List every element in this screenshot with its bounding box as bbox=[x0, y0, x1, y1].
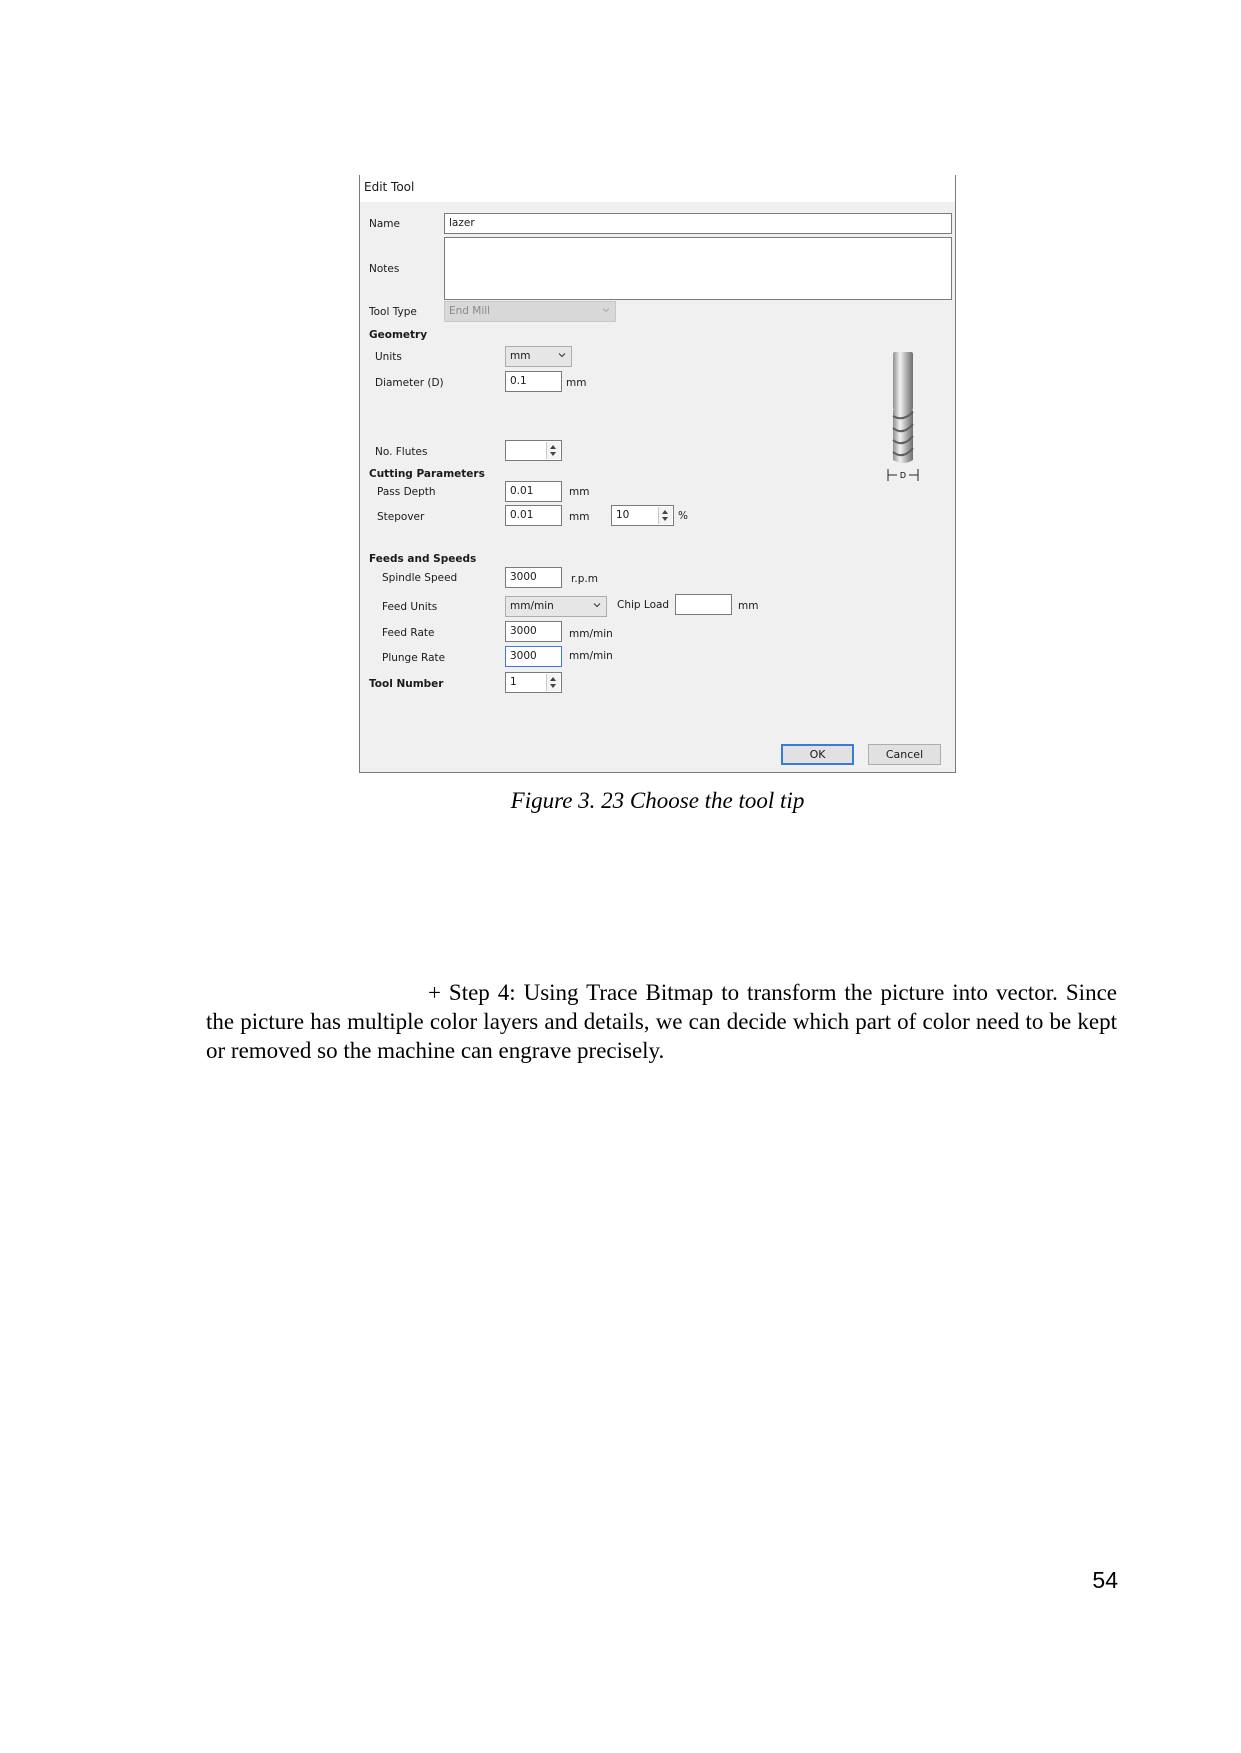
feed-units-label: Feed Units bbox=[382, 601, 438, 613]
dialog-title: Edit Tool bbox=[364, 180, 415, 194]
feed-units-value: mm/min bbox=[510, 600, 554, 612]
chevron-down-icon bbox=[557, 350, 567, 360]
stepover-unit: mm bbox=[569, 511, 590, 523]
step-paragraph bbox=[206, 978, 1117, 1065]
flutes-label: No. Flutes bbox=[375, 446, 428, 458]
stepover-percent-spinbox[interactable] bbox=[611, 505, 674, 526]
edit-tool-dialog bbox=[359, 175, 956, 773]
paragraph-rest: Since the picture has multiple color layers and details, we can decide which part of color need to be kept or removed so the machine can engrave precisely. bbox=[206, 980, 1117, 1063]
stepover-percent-unit: % bbox=[678, 510, 688, 522]
end-mill-diagram bbox=[885, 350, 921, 482]
cancel-button[interactable]: Cancel bbox=[868, 744, 941, 765]
name-label: Name bbox=[369, 218, 400, 230]
tool-number-value: 1 bbox=[510, 676, 517, 688]
chevron-down-icon bbox=[601, 305, 611, 315]
spin-arrows-icon[interactable] bbox=[546, 674, 560, 691]
plunge-rate-input[interactable]: 3000 bbox=[505, 646, 562, 667]
notes-label: Notes bbox=[369, 263, 400, 275]
stepover-label: Stepover bbox=[377, 511, 425, 523]
units-select[interactable] bbox=[505, 346, 572, 367]
tool-type-label: Tool Type bbox=[369, 306, 417, 318]
plunge-rate-unit: mm/min bbox=[569, 650, 613, 662]
feed-rate-unit: mm/min bbox=[569, 628, 613, 640]
diameter-input[interactable]: 0.1 bbox=[505, 371, 562, 392]
tool-number-label: Tool Number bbox=[369, 678, 444, 690]
feed-rate-input[interactable]: 3000 bbox=[505, 621, 562, 642]
units-label: Units bbox=[375, 351, 402, 363]
spin-arrows-icon[interactable] bbox=[658, 507, 672, 524]
flutes-spinbox[interactable] bbox=[505, 440, 562, 461]
page-number: 54 bbox=[1092, 1567, 1118, 1593]
pass-depth-unit: mm bbox=[569, 486, 590, 498]
ok-button[interactable]: OK bbox=[781, 744, 854, 765]
diagram-d-label: D bbox=[899, 471, 907, 480]
dialog-titlebar bbox=[360, 175, 955, 202]
tool-number-spinbox[interactable] bbox=[505, 672, 562, 693]
stepover-percent-value: 10 bbox=[616, 509, 630, 521]
tool-type-select bbox=[444, 301, 616, 322]
stepover-input[interactable]: 0.01 bbox=[505, 505, 562, 526]
spindle-speed-input[interactable]: 3000 bbox=[505, 567, 562, 588]
paragraph-line1: + Step 4: Using Trace Bitmap to transform the picture into vector. bbox=[428, 980, 1058, 1005]
pass-depth-label: Pass Depth bbox=[377, 486, 436, 498]
feed-units-select[interactable] bbox=[505, 596, 607, 617]
geometry-heading: Geometry bbox=[369, 329, 428, 341]
diameter-unit: mm bbox=[566, 377, 587, 389]
feed-rate-label: Feed Rate bbox=[382, 627, 435, 639]
chip-load-unit: mm bbox=[738, 600, 759, 612]
notes-textarea[interactable] bbox=[444, 237, 952, 300]
diameter-label: Diameter (D) bbox=[375, 377, 444, 389]
cutting-parameters-heading: Cutting Parameters bbox=[369, 468, 485, 480]
name-input[interactable]: lazer bbox=[444, 213, 952, 234]
tool-type-value: End Mill bbox=[449, 305, 491, 317]
spindle-speed-label: Spindle Speed bbox=[382, 572, 458, 584]
spin-arrows-icon[interactable] bbox=[546, 442, 560, 459]
chevron-down-icon bbox=[592, 600, 602, 610]
chip-load-input[interactable] bbox=[675, 594, 732, 615]
pass-depth-input[interactable]: 0.01 bbox=[505, 481, 562, 502]
chip-load-label: Chip Load bbox=[617, 599, 670, 611]
figure-caption: Figure 3. 23 Choose the tool tip bbox=[510, 788, 805, 813]
units-value: mm bbox=[510, 350, 531, 362]
spindle-speed-unit: r.p.m bbox=[571, 573, 598, 585]
plunge-rate-label: Plunge Rate bbox=[382, 652, 446, 664]
shank-shape bbox=[893, 352, 913, 410]
feeds-speeds-heading: Feeds and Speeds bbox=[369, 553, 477, 565]
